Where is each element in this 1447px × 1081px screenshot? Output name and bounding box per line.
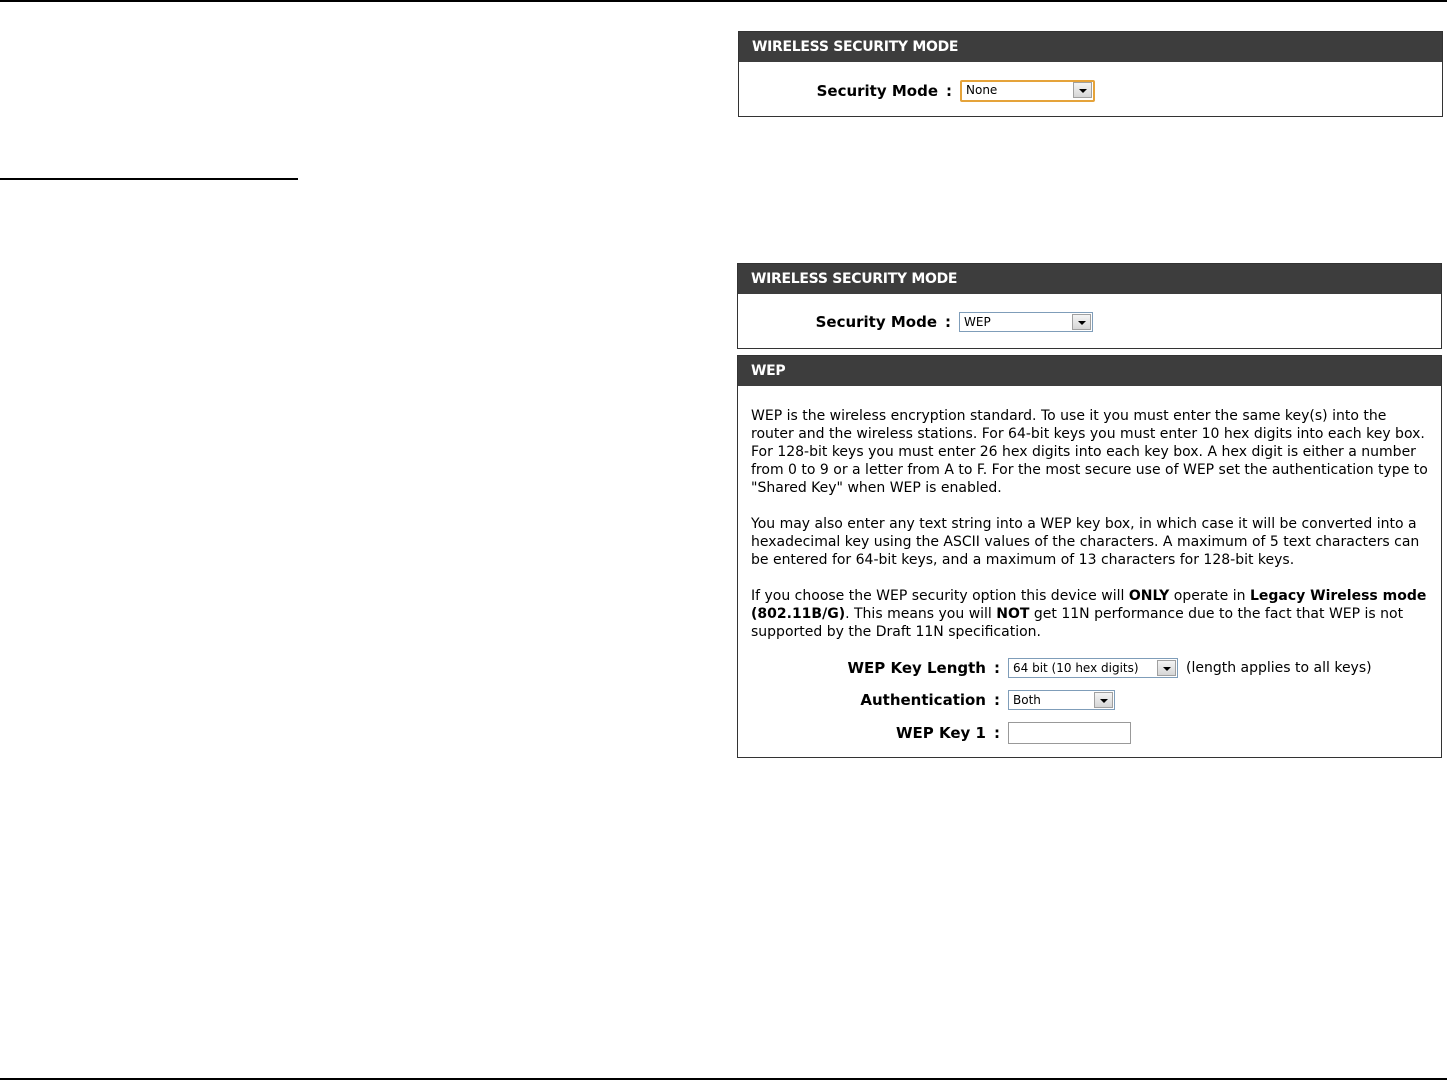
wep-description bbox=[751, 407, 1431, 659]
panel-header: WEP bbox=[738, 356, 1441, 386]
bottom-rule bbox=[0, 1078, 1447, 1080]
panel-header: WIRELESS SECURITY MODE bbox=[739, 32, 1442, 62]
wep-key-length-label: WEP Key Length bbox=[847, 659, 986, 677]
select-value: 64 bit (10 hex digits) bbox=[1013, 661, 1139, 675]
security-mode-select[interactable] bbox=[960, 80, 1095, 102]
wireless-security-mode-panel-none bbox=[738, 31, 1443, 117]
authentication-label: Authentication bbox=[860, 691, 986, 709]
security-mode-select[interactable] bbox=[959, 312, 1093, 332]
colon: : bbox=[946, 82, 952, 100]
authentication-select[interactable] bbox=[1008, 690, 1115, 710]
wep-paragraph-1: WEP is the wireless encryption standard. To use it you must enter the same key(s) into the router and the wireless stations. For 64-bit keys you must enter 10 hex digits into each key box. For 128-bit keys you must enter 26 hex digits into each key box. A hex digit is either a number from 0 to 9 or a letter from A to F. For the most secure use of WEP set the authentication type to "Shared Key" when WEP is enabled. bbox=[751, 408, 1428, 496]
section-underline bbox=[0, 178, 298, 180]
chevron-down-icon[interactable] bbox=[1094, 692, 1113, 708]
panel-header: WIRELESS SECURITY MODE bbox=[738, 264, 1441, 294]
wep-paragraph-3: If you choose the WEP security option this device will ONLY operate in Legacy Wireless mode (802.11B/G). This means you will NOT get 11N performance due to the fact that WEP is not supported by the Draft 11N specification. bbox=[751, 588, 1427, 640]
wep-key-length-select[interactable] bbox=[1008, 658, 1178, 678]
select-value: None bbox=[966, 83, 998, 97]
select-value: Both bbox=[1013, 693, 1041, 707]
colon: : bbox=[994, 659, 1000, 677]
chevron-down-icon[interactable] bbox=[1157, 660, 1176, 676]
wep-key-1-label: WEP Key 1 bbox=[896, 724, 986, 742]
security-mode-label: Security Mode bbox=[815, 313, 937, 331]
colon: : bbox=[994, 691, 1000, 709]
colon: : bbox=[945, 313, 951, 331]
colon: : bbox=[994, 724, 1000, 742]
select-value: WEP bbox=[964, 315, 991, 329]
chevron-down-icon[interactable] bbox=[1072, 314, 1091, 330]
wep-key-1-input[interactable] bbox=[1008, 722, 1131, 744]
wireless-security-mode-panel-wep bbox=[737, 263, 1442, 349]
top-rule bbox=[0, 0, 1447, 2]
security-mode-label: Security Mode bbox=[816, 82, 938, 100]
wep-panel bbox=[737, 355, 1442, 758]
wep-paragraph-2: You may also enter any text string into a WEP key box, in which case it will be converted into a hexadecimal key using the ASCII values of the characters. A maximum of 5 text characters can be entered for 64-bit keys, and a maximum of 13 characters for 128-bit keys. bbox=[751, 516, 1420, 568]
key-length-note: (length applies to all keys) bbox=[1186, 660, 1372, 676]
chevron-down-icon[interactable] bbox=[1073, 82, 1092, 98]
